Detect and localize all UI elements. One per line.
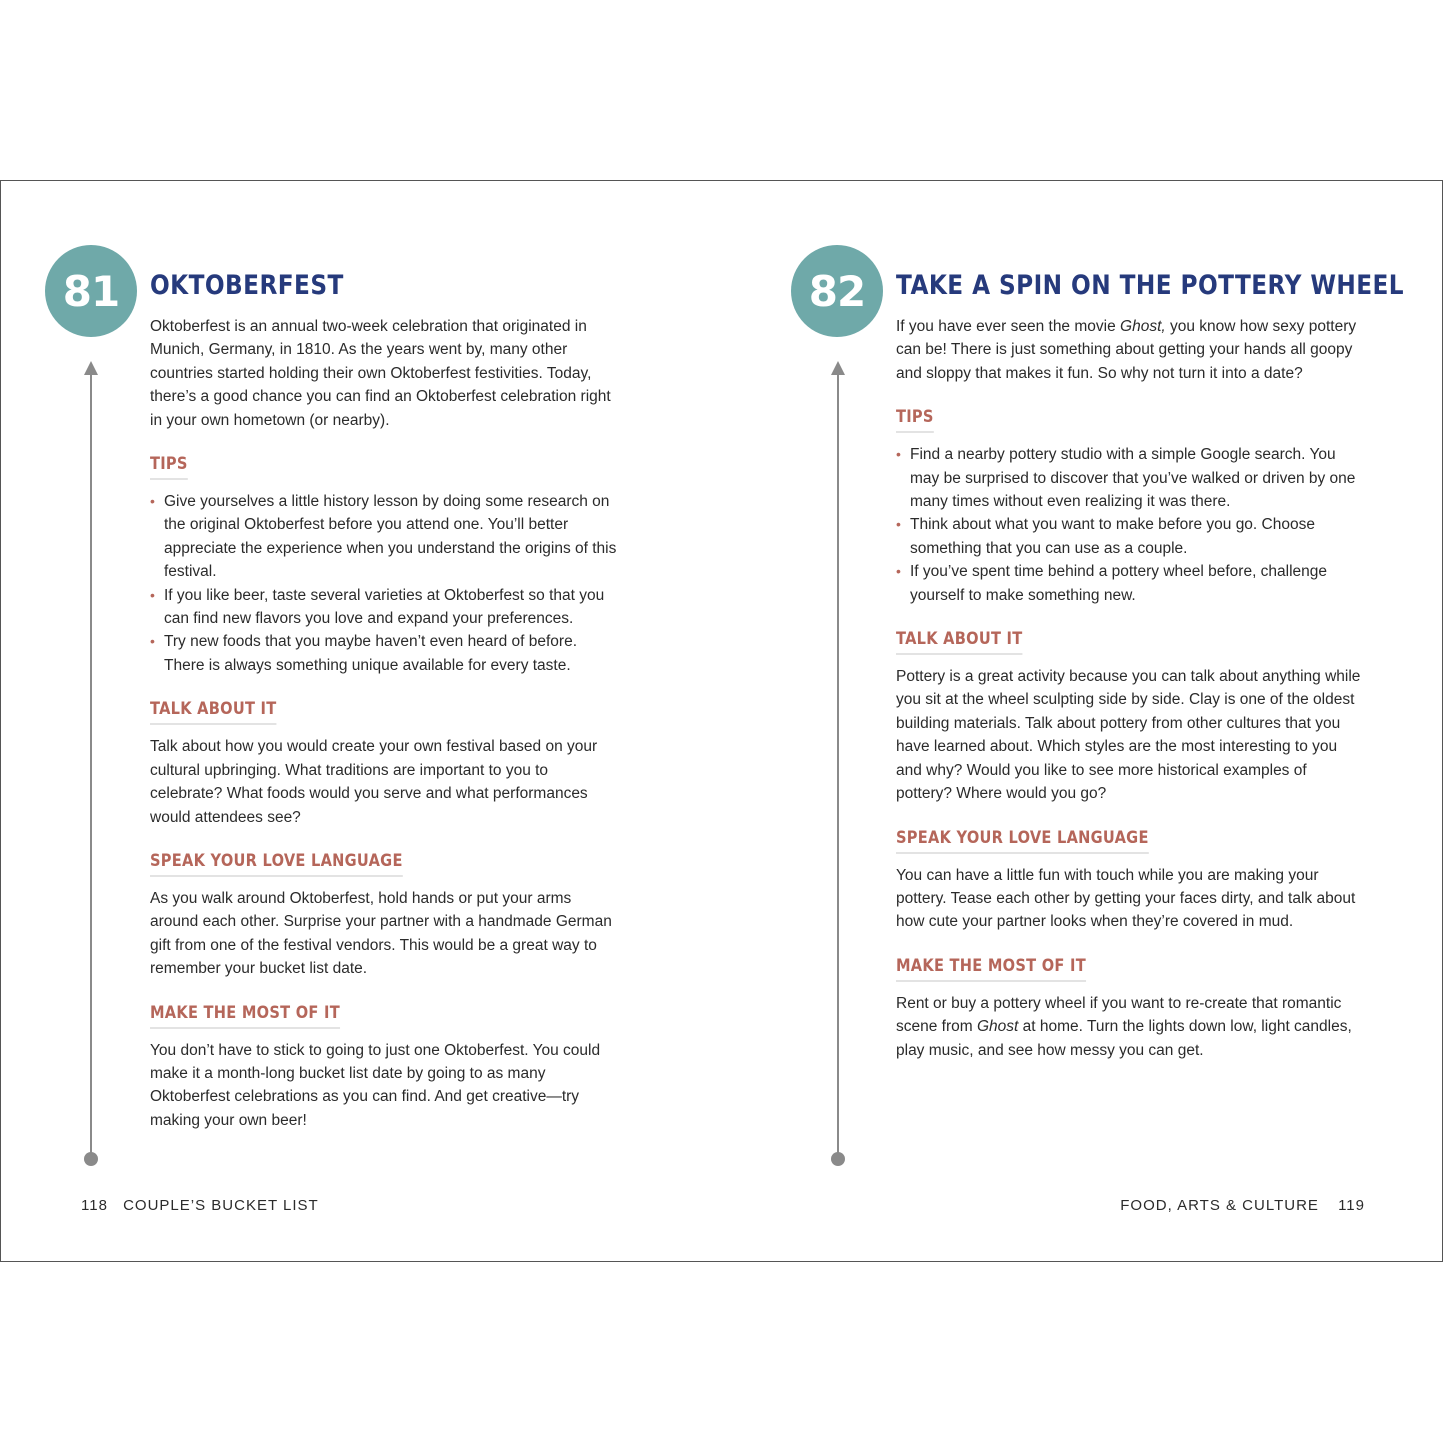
tips-list [896,443,1366,607]
movie-title: Ghost [976,1018,1019,1036]
love-language-heading: SPEAK YOUR LOVE LANGUAGE [150,849,403,877]
make-the-most-text: You don’t have to stick to going to just one Oktoberfest. You could make it a month-long bucket list date by going to as many Oktoberfest celebrations as you can find. And get creative—try making your own beer! [150,1041,601,1129]
love-language-text: As you walk around Oktoberfest, hold hands or put your arms around each other. Surprise your partner with a handmade German gift from one of the festival vendors. This would be a great way to remember your bucket list date. [150,889,612,978]
tips-heading: TIPS [150,452,188,480]
entry-content [896,269,1405,1062]
tip-item: • If you’ve spent time behind a pottery wheel before, challenge yourself to make something new. [896,560,1366,607]
timeline-line [837,367,839,1157]
tips-heading: TIPS [896,405,934,433]
intro-text: you know how sexy pottery can be! There is just something about getting your hands all goopy and sloppy that makes it fun. So why not turn it into a date? [896,318,1357,382]
entry-intro [896,315,1366,385]
entry-title: TAKE A SPIN ON THE POTTERY WHEEL [896,270,1405,301]
make-the-most-text [896,992,1366,1062]
talk-text: Talk about how you would create your own festival based on your cultural upbringing. What traditions are important to you to celebrate? What foods would you serve and what performances would attendees see? [150,738,598,826]
tip-item: • If you like beer, taste several varieties at Oktoberfest so that you can find new flavors you love and expand your preferences. [150,584,620,631]
tips-list [150,490,620,677]
tip-item: • Find a nearby pottery studio with a simple Google search. You may be surprised to discover that you’ve walked or driven by one many times without even realizing it was there. [896,443,1366,513]
timeline-line [90,367,92,1157]
tip-item: • Try new foods that you maybe haven’t even heard of before. There is always something unique available for every taste. [150,630,620,677]
tip-item: • Give yourselves a little history lesson by doing some research on the original Oktoberfest before you attend one. You’ll better appreciate the experience when you understand the origins of this festival. [150,490,620,584]
intro-text: If you have ever seen the movie [896,318,1121,335]
entry-title: OKTOBERFEST [150,270,344,301]
page-footer [81,1197,319,1214]
talk-heading: TALK ABOUT IT [896,627,1022,655]
running-title: COUPLE’S BUCKET LIST [123,1197,319,1214]
talk-heading: TALK ABOUT IT [150,697,276,725]
love-language-heading: SPEAK YOUR LOVE LANGUAGE [896,826,1149,854]
make-the-most-heading: MAKE THE MOST OF IT [150,1001,340,1029]
love-language-text: You can have a little fun with touch while you are making your pottery. Tease each other by getting your faces dirty, and talk about how cute your partner looks when they’re covered in mud. [896,866,1356,931]
entry-content [150,269,620,1132]
page-footer [1120,1197,1365,1214]
book-spread [0,180,1443,1262]
left-page [1,181,723,1261]
running-title: FOOD, ARTS & CULTURE [1120,1197,1319,1214]
page-number: 119 [1338,1197,1365,1214]
entry-number-badge: 81 [45,245,137,337]
most-text: at home. Turn the lights down low, light candles, play music, and see how messy you can get. [896,1018,1352,1059]
entry-number-badge: 82 [791,245,883,337]
entry-intro: Oktoberfest is an annual two-week celebration that originated in Munich, Germany, in 1810. As the years went by, many other countries started holding their own Oktoberfest festivities. Today, there’s a good chance you can find an Oktoberfest celebration right in your own hometown (or nearby). [150,318,611,429]
right-page [723,181,1445,1261]
movie-title: Ghost, [1120,318,1166,335]
page-number: 118 [81,1197,108,1214]
most-text: Rent or buy a pottery wheel if you want to re-create that romantic scene from [896,994,1342,1036]
make-the-most-heading: MAKE THE MOST OF IT [896,954,1086,982]
tip-item: • Think about what you want to make before you go. Choose something that you can use as a couple. [896,513,1366,560]
timeline-end-dot [84,1152,98,1166]
timeline-end-dot [831,1152,845,1166]
talk-text: Pottery is a great activity because you can talk about anything while you sit at the wheel sculpting side by side. Clay is one of the oldest building materials. Talk about pottery from other cultures that you have learned about. Which styles are the most interesting to you and why? Would you like to see more historical examples of pottery? Where would you go? [896,668,1361,803]
